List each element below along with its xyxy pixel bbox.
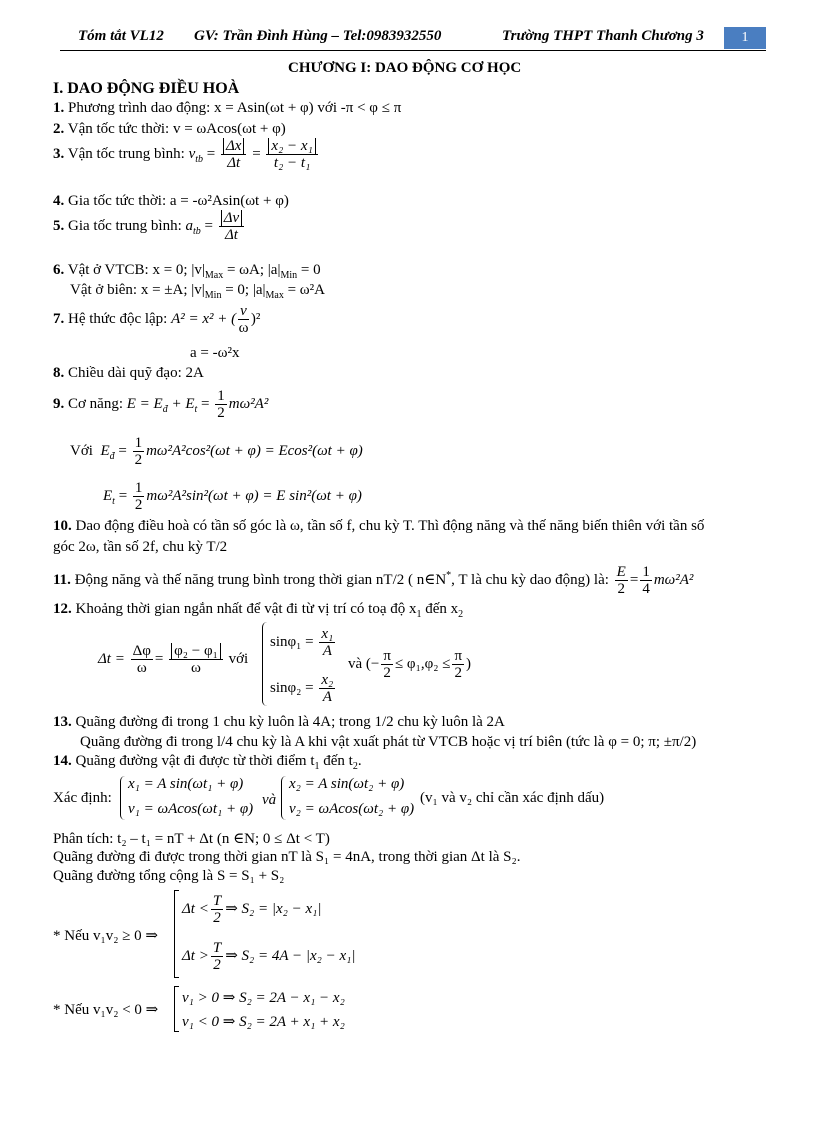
fraction: $\frac{\pi}{2}$ [454, 648, 463, 681]
case-1-label: * Nếu v₁v₂ ≥ 0 ⇒ [53, 928, 158, 944]
sign-note: (v₁ và v₂ chỉ cần xác định dấu) [420, 790, 605, 806]
page-number: 1 [724, 27, 766, 49]
fraction: $\frac{1}{2}$ [134, 435, 143, 468]
fraction: $\frac{T}{2}$ [212, 940, 222, 973]
item-14: 14. Quãng đường vật đi được từ thời điểm $t_1$ đến $t_2$. [53, 753, 362, 772]
case-1-row2: Δt > $\frac{T}{2}$ ⇒ S₂ = 4A − |x₂ − x₁| [182, 940, 356, 973]
item-2: 2. Vận tốc tức thời: v = ωAcos(ωt + φ) [53, 121, 286, 137]
item-12-row1: sinφ₁ = $\frac{\text{x₁}}{A}$ [270, 626, 334, 659]
item-6: 6. Vật ở VTCB: x = 0; $|v|_{Max} = \omega A$; $|a|_{Min} = 0$ [53, 262, 321, 281]
section-title: I. DAO ĐỘNG ĐIỀU HOÀ [53, 80, 240, 97]
page-header [60, 24, 766, 51]
fraction: $\frac{\Delta x}{\Delta t}$ [221, 138, 246, 171]
fraction: $\frac{v}{\omega}$ [238, 303, 249, 336]
item-12-condition: và (− $\frac{\pi}{2}$ ≤ φ₁,φ₂ ≤ $\frac{\pi}{2}$ ) [348, 648, 472, 681]
chapter-title: CHƯƠNG I: DAO ĐỘNG CƠ HỌC [288, 60, 522, 76]
item-12-equation: Δt = $\frac{\Delta\varphi}{\omega}$ = $\frac{\text{φ₂ − φ₁}}{\omega}$ với [98, 643, 249, 676]
item-9b: Với $E_đ$ = $\frac{1}{2}$ mω²A²cos²(ωt + φ) = Ecos²(ωt + φ) [70, 435, 363, 468]
item-7: 7. Hệ thức độc lập: A² = x² + ( $\frac{v}{\omega}$ )² [53, 303, 261, 336]
fraction: $\frac{\text{x₂ − x₁}}{\text{t₂ − t₁}}$ [266, 138, 317, 171]
item-11: 11. Động năng và thế năng trung bình trong thời gian nT/2 ( n∈N*, T là chu kỳ dao động) là: $\frac{E}{2}$ = $\frac{1}{4}$ mω²A² [53, 564, 694, 597]
fraction: $\frac{T}{2}$ [212, 893, 222, 926]
header-doc-title: Tóm tắt VL12 [78, 28, 164, 44]
fraction: $\frac{1}{4}$ [642, 564, 650, 597]
analysis-line: Phân tích: t₂ – t₁ = nT + Δt (n ∈N; 0 ≤ Δt < T) [53, 831, 330, 847]
item-10-cont: góc 2ω, tần số 2f, chu kỳ T/2 [53, 539, 228, 555]
header-school: Trường THPT Thanh Chương 3 [502, 28, 704, 44]
fraction: $\frac{\text{x₁}}{A}$ [321, 626, 334, 659]
fraction: $\frac{\text{x₂}}{A}$ [321, 672, 334, 705]
fraction: $\frac{\text{φ₂ − φ₁}}{\omega}$ [169, 643, 223, 676]
system-b-row1: x₂ = A sin(ωt₂ + φ) [289, 776, 405, 792]
case-1-row1: Δt < $\frac{T}{2}$ ⇒ S₂ = |x₂ − x₁| [182, 893, 322, 926]
system-a-row2: v₁ = ωAcos(ωt₁ + φ) [128, 801, 254, 817]
system-brace [120, 776, 125, 820]
case-bracket [174, 986, 179, 1032]
case-2-row2: v₁ < 0 ⇒ S₂ = 2A + x₁ + x₂ [182, 1014, 345, 1030]
item-9c: $E_t$ = $\frac{1}{2}$ mω²A²sin²(ωt + φ) = E sin²(ωt + φ) [103, 480, 362, 513]
item-5: 5. Gia tốc trung bình: $a_{tb}$ = $\frac{\Delta v}{\Delta t}$ [53, 210, 246, 243]
fraction: $\frac{E}{2}$ [616, 564, 626, 597]
and-word: và [262, 792, 277, 808]
item-13: 13. Quãng đường đi trong 1 chu kỳ luôn là 4A; trong 1/2 chu kỳ luôn là 2A [53, 714, 505, 730]
distance-line: Quãng đường đi được trong thời gian nT là S₁ = 4nA, trong thời gian Δt là S₂. [53, 849, 521, 865]
system-a-row1: x₁ = A sin(ωt₁ + φ) [128, 776, 244, 792]
fraction: $\frac{\Delta v}{\Delta t}$ [219, 210, 244, 243]
item-14-determine-label: Xác định: [53, 790, 112, 806]
item-4: 4. Gia tốc tức thời: a = -ω²Asin(ωt + φ) [53, 193, 289, 209]
case-2-label: * Nếu v₁v₂ < 0 ⇒ [53, 1002, 159, 1018]
item-12-row2: sinφ₂ = $\frac{\text{x₂}}{A}$ [270, 672, 334, 705]
fraction: $\frac{1}{2}$ [134, 480, 143, 513]
case-2-row1: v₁ > 0 ⇒ S₂ = 2A − x₁ − x₂ [182, 990, 345, 1006]
item-8: 8. Chiều dài quỹ đạo: 2A [53, 365, 204, 381]
case-bracket [174, 890, 179, 978]
item-10: 10. Dao động điều hoà có tần số góc là ω, tần số f, chu kỳ T. Thì động năng và thế năng biến thiên với tần số [53, 518, 705, 534]
item-13b: Quãng đường đi trong l/4 chu kỳ là A khi vật xuất phát từ VTCB hoặc vị trí biên (tức là φ = 0; π; ±π/2) [80, 734, 697, 750]
system-brace [262, 622, 267, 706]
item-7b: a = -ω²x [190, 345, 240, 361]
item-1: 1. Phương trình dao động: x = Asin(ωt + φ) với -π < φ ≤ π [53, 100, 402, 116]
system-b-row2: v₂ = ωAcos(ωt₂ + φ) [289, 801, 415, 817]
item-3: 3. Vận tốc trung bình: $v_{tb}$ = $\frac{\Delta x}{\Delta t}$ = $\frac{\text{x₂ − x₁}}{\text{t₂ − t₁}}$ [53, 138, 320, 171]
item-6b: Vật ở biên: x = ±A; $|v|_{Min} = 0$; $|a|_{Max} = \omega^2A$ [70, 282, 326, 301]
item-12: 12. Khoảng thời gian ngắn nhất để vật đi từ vị trí có toạ độ $x_1$ đến $x_2$ [53, 601, 464, 620]
item-9: 9. Cơ năng: $E = E_đ + E_t$ = $\frac{1}{2}$ mω²A² [53, 388, 269, 421]
header-author: GV: Trần Đình Hùng – Tel:0983932550 [194, 28, 442, 44]
fraction: $\frac{\pi}{2}$ [383, 648, 391, 681]
system-brace [281, 776, 286, 820]
fraction: $\frac{1}{2}$ [217, 388, 225, 421]
total-line: Quãng đường tổng cộng là S = S₁ + S₂ [53, 868, 285, 884]
fraction: $\frac{\Delta\varphi}{\omega}$ [132, 643, 151, 676]
